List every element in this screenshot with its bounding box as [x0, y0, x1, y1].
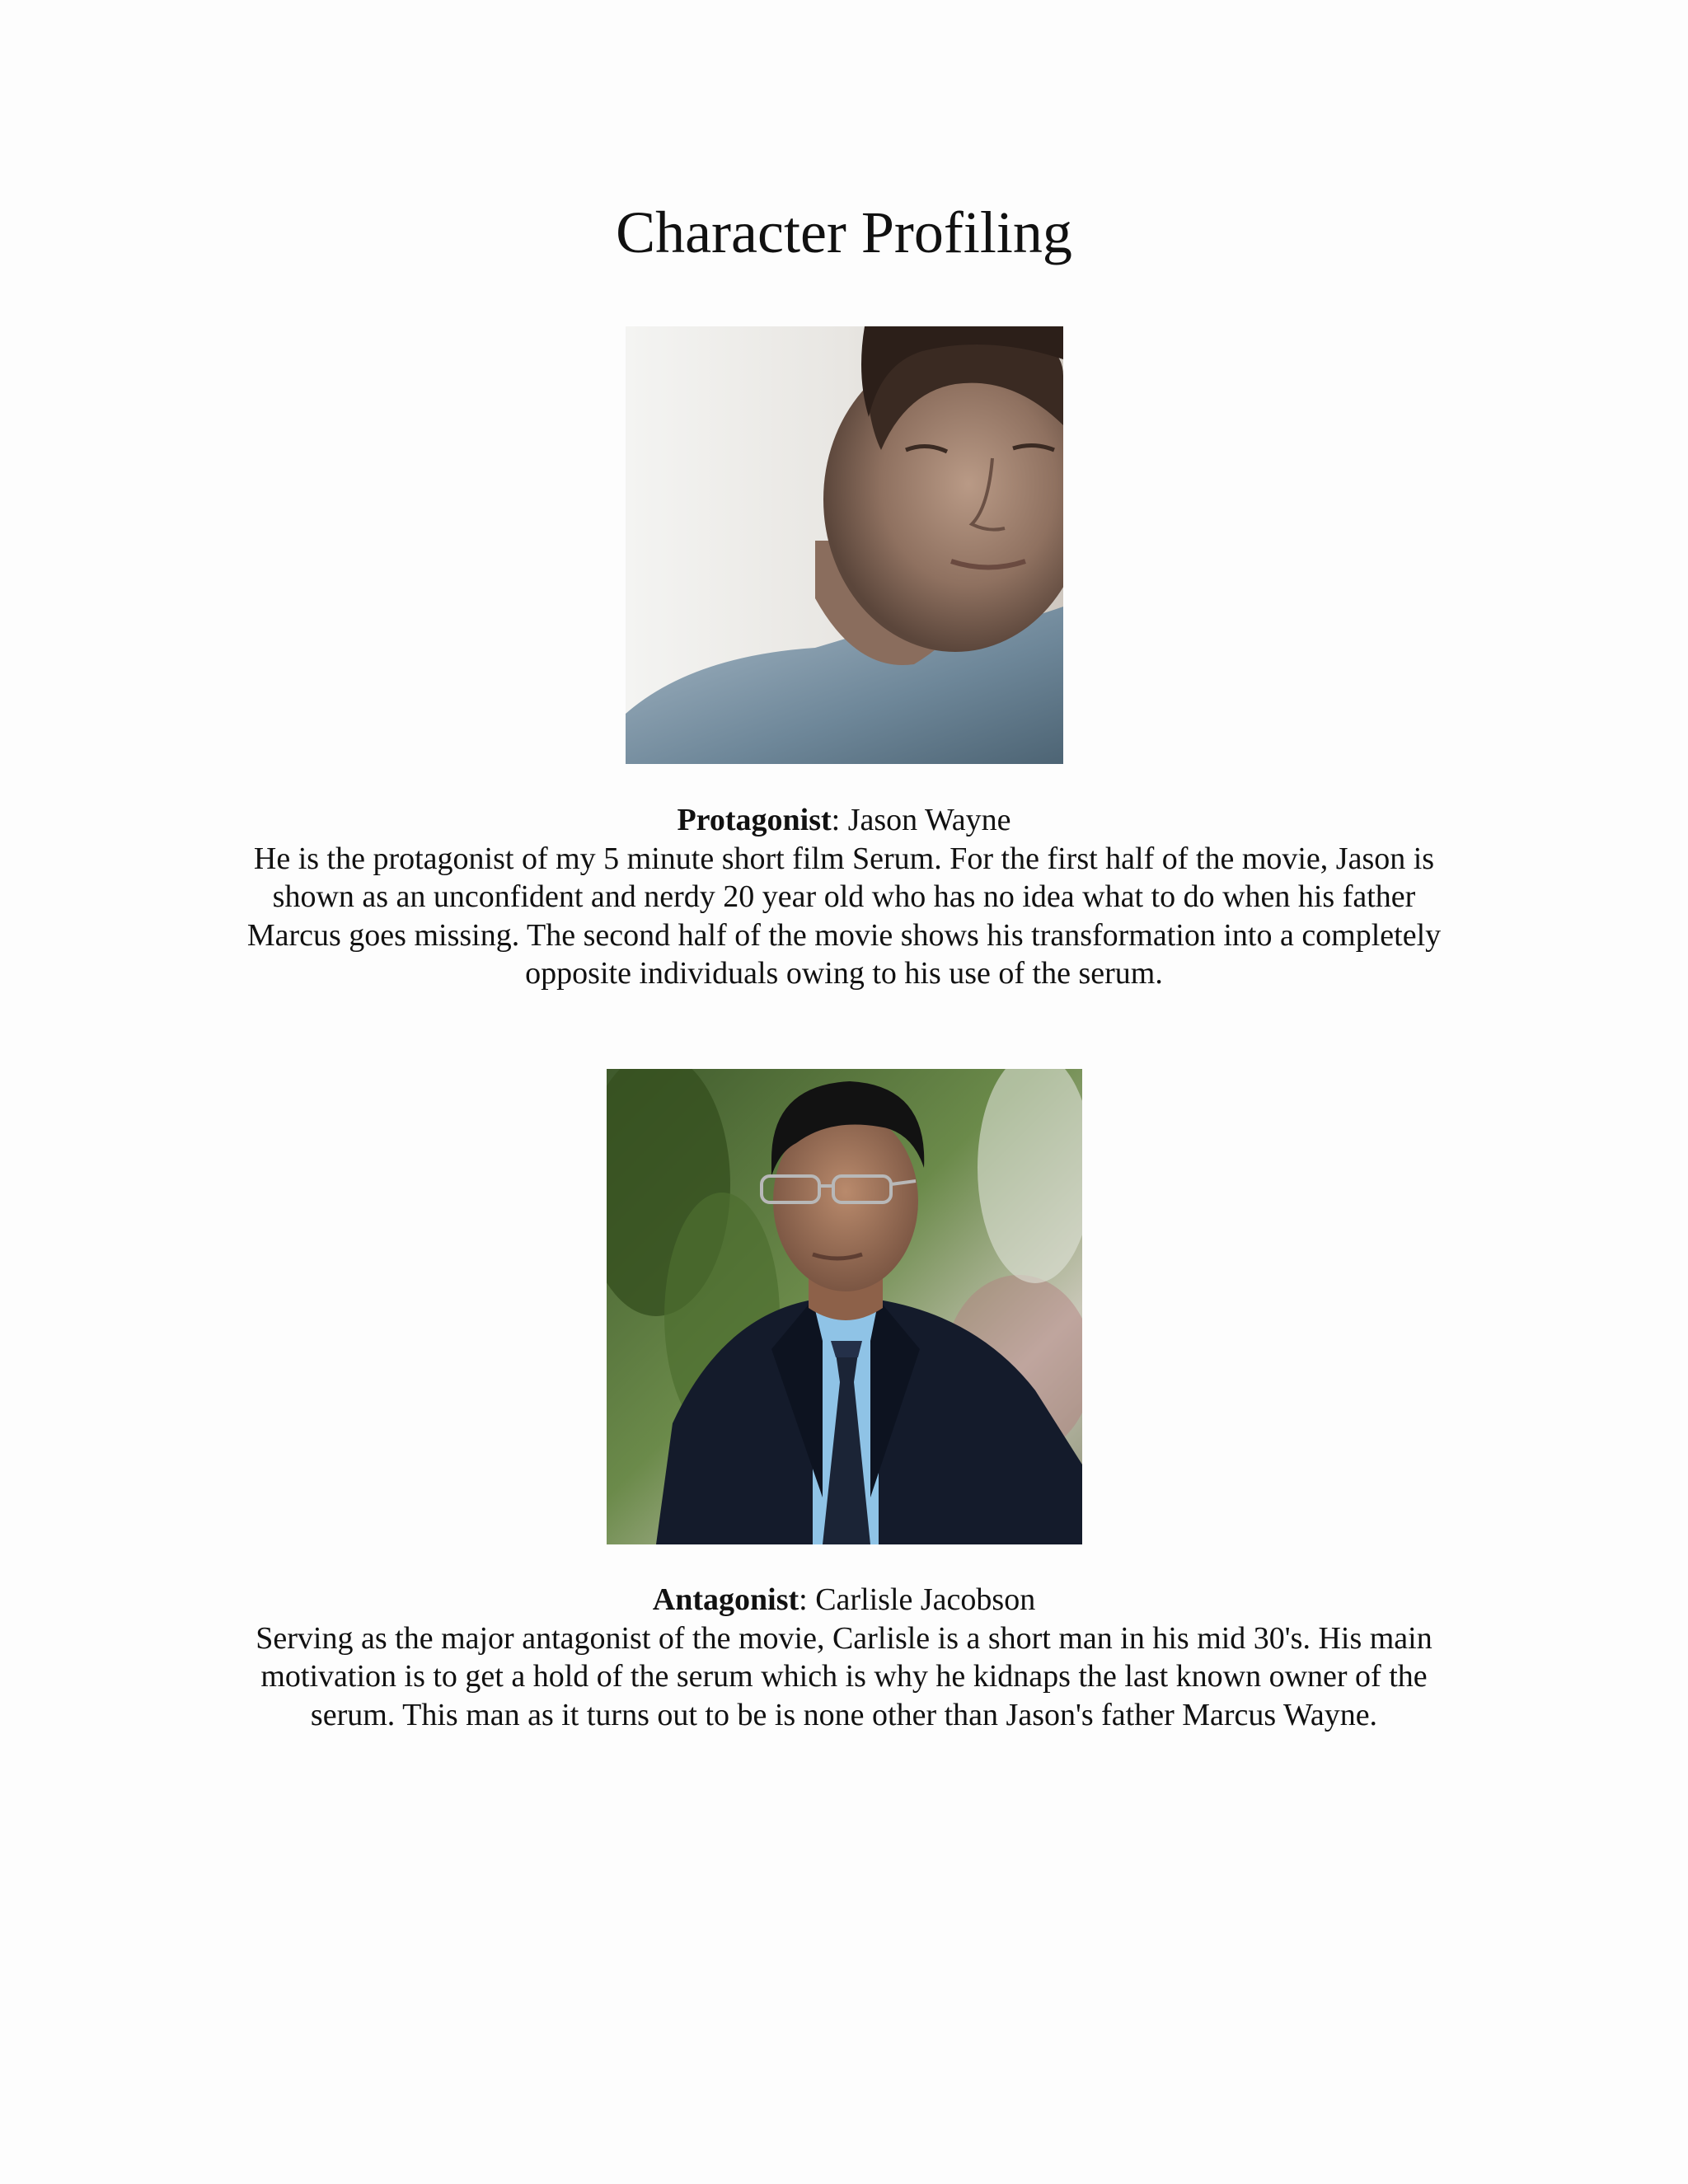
antagonist-profile [231, 1581, 1457, 1734]
antagonist-photo [607, 1069, 1082, 1544]
protagonist-profile [231, 801, 1457, 993]
antagonist-name: Carlisle Jacobson [815, 1582, 1036, 1617]
antagonist-description: Serving as the major antagonist of the movie, Carlisle is a short man in his mid 30's. His main motivation is to get a hold of the serum which is why he kidnaps the last known owner of the serum. This man as it turns out to be is none other than Jason's father Marcus Wayne. [256, 1620, 1432, 1732]
protagonist-role-label: Protagonist [677, 803, 832, 837]
protagonist-separator: : [831, 803, 848, 837]
antagonist-separator: : [799, 1582, 816, 1617]
protagonist-photo [626, 326, 1063, 764]
page-title: Character Profiling [616, 199, 1072, 265]
protagonist-description: He is the protagonist of my 5 minute short film Serum. For the first half of the movie, Jason is shown as an unconfident and nerdy 20 year old who has no idea what to do when his father Marcus goes missing. The second half of the movie shows his transformation into a completely opposite individuals owing to his use of the serum. [246, 841, 1442, 991]
protagonist-name: Jason Wayne [847, 803, 1011, 837]
antagonist-role-label: Antagonist [652, 1582, 799, 1617]
